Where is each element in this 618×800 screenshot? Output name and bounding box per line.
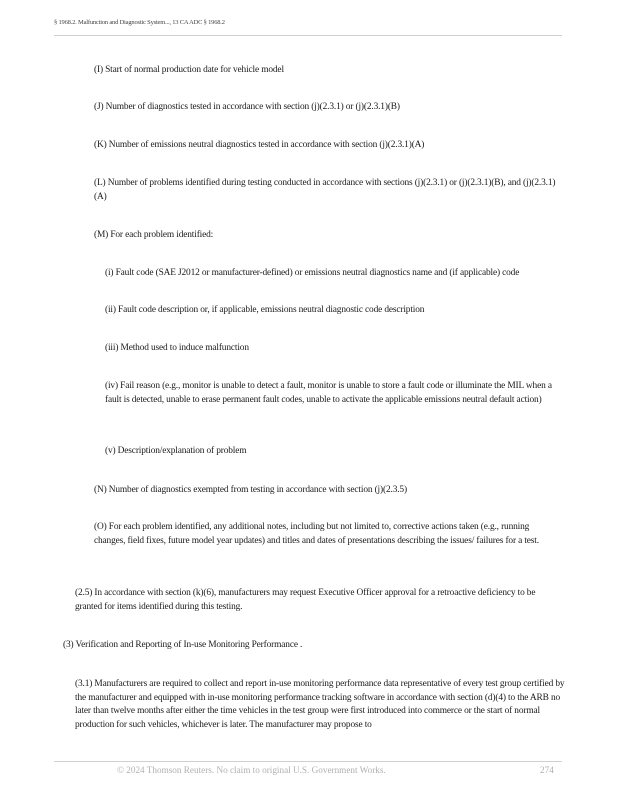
paragraph-2-5-retroactive-deficiency: (2.5) In accordance with section (k)(6), manufacturers may request Executive Officer approval for a retroactive deficiency to be granted for items identified during this testing.: [75, 588, 536, 612]
paragraph-n-exempted: (N) Number of diagnostics exempted from testing in accordance with section (j)(2.3.5): [94, 485, 407, 495]
paragraph-m-iii-method: (iii) Method used to induce malfunction: [105, 343, 249, 353]
paragraph-m-ii-fault-description: (ii) Fault code description or, if applicable, emissions neutral diagnostic code description: [105, 305, 425, 315]
running-header: § 1968.2. Malfunction and Diagnostic System..., 13 CA ADC § 1968.2: [54, 19, 225, 26]
paragraph-j-diagnostics-tested: (J) Number of diagnostics tested in accordance with section (j)(2.3.1) or (j)(2.3.1)(B): [94, 102, 400, 112]
paragraph-o-additional-notes: (O) For each problem identified, any additional notes, including but not limited to, corrective actions taken (e.g., running changes, field fixes, future model year updates) and titles and dates of presentations describing the issues/ failures for a test.: [94, 522, 539, 546]
paragraph-i-start-of-production: (I) Start of normal production date for vehicle model: [94, 65, 284, 75]
paragraph-m-v-description: (v) Description/explanation of problem: [105, 446, 247, 456]
section-heading-3-verification: (3) Verification and Reporting of In-use Monitoring Performance .: [63, 640, 303, 650]
paragraph-l-problems-identified: (L) Number of problems identified during testing conducted in accordance with sections (j)(2.3.1) or (j)(2.3.1)(B), and (j)(2.3.1)(A): [94, 178, 556, 202]
paragraph-m-each-problem: (M) For each problem identified:: [94, 230, 214, 240]
page-number: 274: [540, 765, 554, 775]
copyright-notice: © 2024 Thomson Reuters. No claim to original U.S. Government Works.: [117, 765, 386, 775]
header-divider: [54, 35, 562, 36]
paragraph-m-iv-fail-reason: (iv) Fail reason (e.g., monitor is unable to detect a fault, monitor is unable to store a fault code or illuminate the MIL when a fault is detected, unable to erase permanent fault codes, unable to activate the applicable emissions neutral default action): [105, 381, 552, 405]
footer-divider: [54, 761, 562, 762]
paragraph-k-emissions-neutral-tested: (K) Number of emissions neutral diagnostics tested in accordance with section (j)(2.3.1)(A): [94, 140, 425, 150]
paragraph-3-1-in-use-monitoring: (3.1) Manufacturers are required to collect and report in-use monitoring performance data representative of every test group certified by the manufacturer and equipped with in-use monitoring performance tracking software in accordance with section (d)(4) to the ARB no later than twelve months after either the time vehicles in the test group were first introduced into commerce or the start of normal production for such vehicles, whichever is later. The manufacturer may propose to: [75, 679, 565, 730]
paragraph-m-i-fault-code: (i) Fault code (SAE J2012 or manufacturer-defined) or emissions neutral diagnostics name and (if applicable) code: [105, 268, 520, 278]
